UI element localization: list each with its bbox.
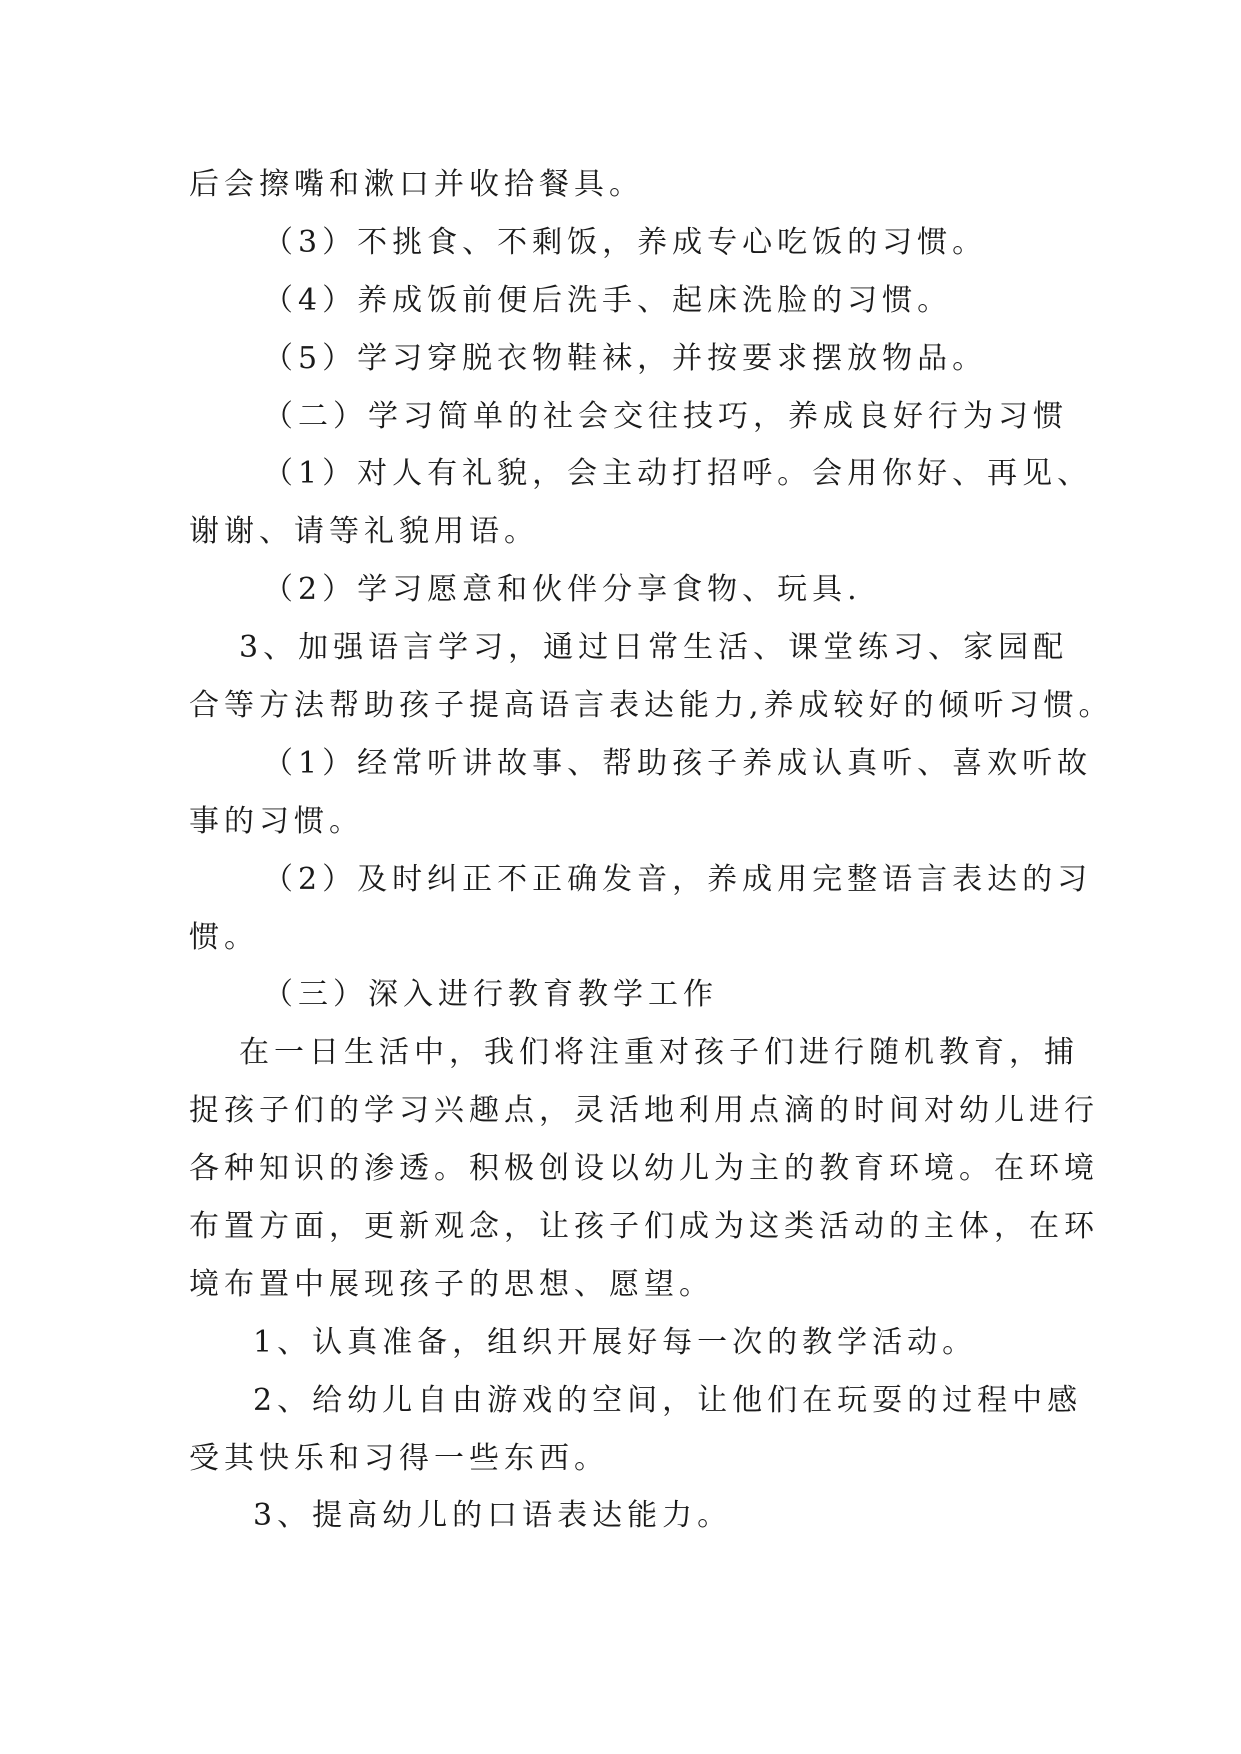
text-line: 捉孩子们的学习兴趣点，灵活地利用点滴的时间对幼儿进行 xyxy=(189,1093,1099,1129)
text-line: 布置方面，更新观念，让孩子们成为这类活动的主体，在环 xyxy=(189,1209,1099,1245)
text-line: 受其快乐和习得一些东西。 xyxy=(189,1440,609,1476)
text-line: 在一日生活中，我们将注重对孩子们进行随机教育，捕 xyxy=(239,1035,1079,1071)
text-line: 1、认真准备，组织开展好每一次的教学活动。 xyxy=(253,1324,978,1360)
section-heading: （三）深入进行教育教学工作 xyxy=(263,977,718,1013)
text-line: 事的习惯。 xyxy=(189,803,364,839)
text-line: （3）不挑食、不剩饭，养成专心吃饭的习惯。 xyxy=(263,224,988,260)
text-line: 各种知识的渗透。积极创设以幼儿为主的教育环境。在环境 xyxy=(189,1151,1099,1187)
text-line: 3、提高幼儿的口语表达能力。 xyxy=(253,1498,733,1534)
section-heading: （二）学习简单的社会交往技巧，养成良好行为习惯 xyxy=(263,398,1068,434)
text-line: 后会擦嘴和漱口并收拾餐具。 xyxy=(189,167,644,202)
text-line: 2、给幼儿自由游戏的空间，让他们在玩耍的过程中感 xyxy=(253,1382,1083,1418)
text-line: 谢谢、请等礼貌用语。 xyxy=(189,514,539,550)
text-line: （1）对人有礼貌，会主动打招呼。会用你好、再见、 xyxy=(263,456,1093,492)
text-line: （2）学习愿意和伙伴分享食物、玩具. xyxy=(263,572,862,608)
text-line: 惯。 xyxy=(189,919,259,955)
text-line: （1）经常听讲故事、帮助孩子养成认真听、喜欢听故 xyxy=(263,745,1093,781)
text-line: （5）学习穿脱衣物鞋袜，并按要求摆放物品。 xyxy=(263,340,988,376)
text-line: 3、加强语言学习，通过日常生活、课堂练习、家园配 xyxy=(239,630,1069,666)
text-line: （2）及时纠正不正确发音，养成用完整语言表达的习 xyxy=(263,861,1093,897)
document-body xyxy=(189,156,1114,1545)
text-line: 境布置中展现孩子的思想、愿望。 xyxy=(189,1266,714,1302)
text-line: 合等方法帮助孩子提高语言表达能力,养成较好的倾听习惯。 xyxy=(189,688,1114,724)
text-line: （4）养成饭前便后洗手、起床洗脸的习惯。 xyxy=(263,282,953,318)
